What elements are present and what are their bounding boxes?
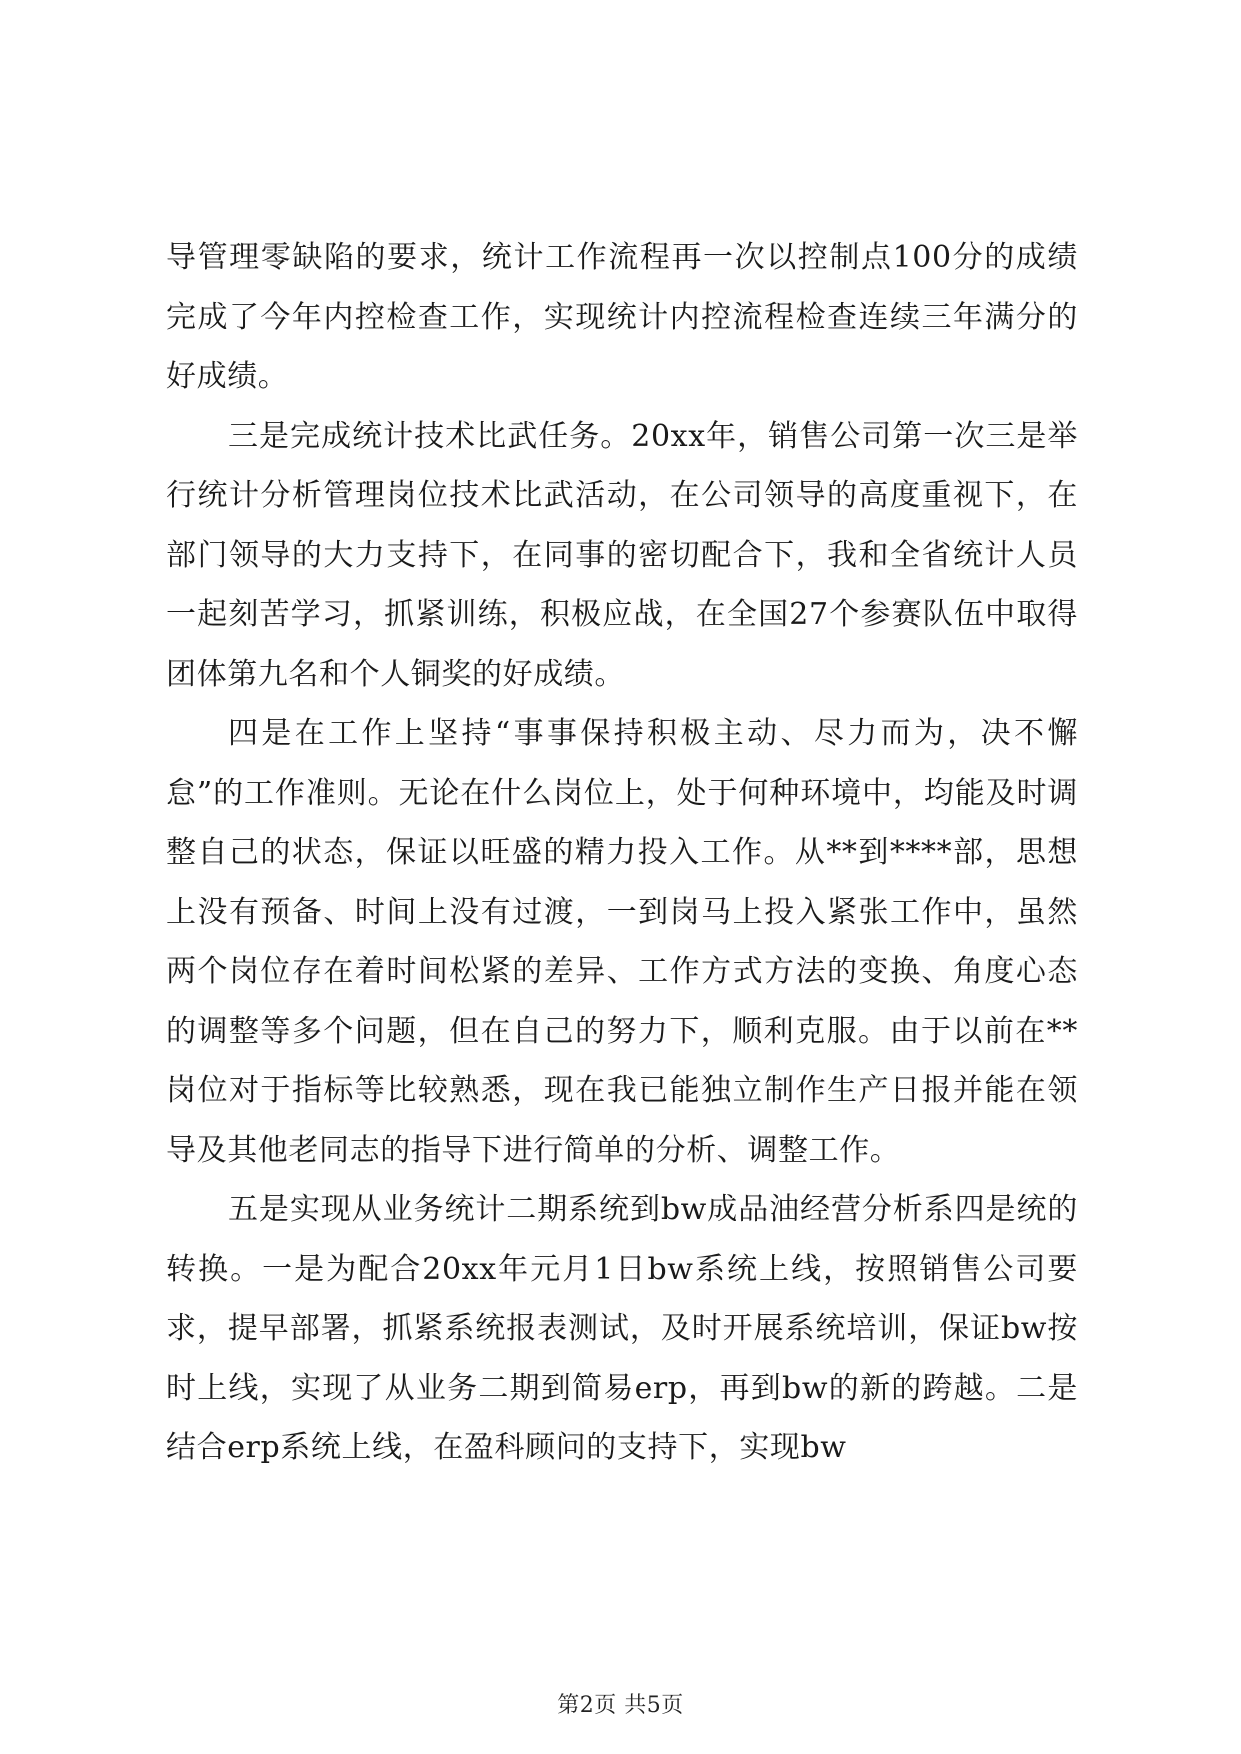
document-body [166,228,1078,1478]
paragraph-three: 三是完成统计技术比武任务。20xx年，销售公司第一次三是举行统计分析管理岗位技术比武活动，在公司领导的高度重视下，在部门领导的大力支持下，在同事的密切配合下，我和全省统计人员一起刻苦学习，抓紧训练，积极应战，在全国27个参赛队伍中取得团体第九名和个人铜奖的好成绩。 [166,418,1078,692]
page-footer: 第2页 共5页 [557,1693,684,1718]
paragraph-continuation: 导管理零缺陷的要求，统计工作流程再一次以控制点100分的成绩完成了今年内控检查工作，实现统计内控流程检查连续三年满分的好成绩。 [166,240,1078,394]
paragraph-five: 五是实现从业务统计二期系统到bw成品油经营分析系四是统的转换。一是为配合20xx年元月1日bw系统上线，按照销售公司要求，提早部署，抓紧系统报表测试，及时开展系统培训，保证bw按时上线，实现了从业务二期到简易erp，再到bw的新的跨越。二是结合erp系统上线，在盈科顾问的支持下，实现bw [166,1192,1078,1465]
paragraph-four: 四是在工作上坚持“事事保持积极主动、尽力而为，决不懈怠”的工作准则。无论在什么岗位上，处于何种环境中，均能及时调整自己的状态，保证以旺盛的精力投入工作。从**到****部，思想上没有预备、时间上没有过渡，一到岗马上投入紧张工作中，虽然两个岗位存在着时间松紧的差异、工作方式方法的变换、角度心态的调整等多个问题，但在自己的努力下，顺利克服。由于以前在**岗位对于指标等比较熟悉，现在我已能独立制作生产日报并能在领导及其他老同志的指导下进行简单的分析、调整工作。 [166,716,1078,1168]
